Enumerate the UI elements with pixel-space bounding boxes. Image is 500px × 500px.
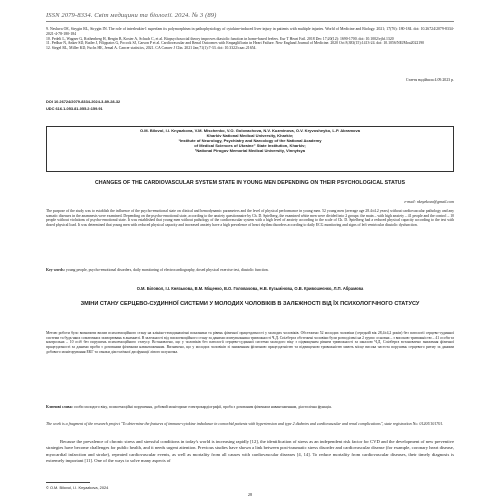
keywords-en: [46, 268, 454, 273]
page-number: 28: [247, 492, 253, 497]
reference-list: [46, 27, 454, 51]
grant-note: The work is a fragment of the research project "To determine the features of immune-cytokine imbalance in comorbid patients with hypertension and type 2 diabetes and cardiovascular and renal complications", state registration No. 0120U101701.: [46, 421, 444, 426]
affiliation-line: ²National Pirogov Memorial Medical University, Vinnytsya: [194, 148, 306, 154]
contact-email: e-mail: nknyzkova@gmail.com: [404, 199, 454, 204]
reference-item: 9. Nesluva OE, Sirygin RL, Sirygin IN. The role of interleukin-1 superfam its polymorphism in pathophysiology of cytokine-induced liver injury in patients with multiple injuries. World of Medicine and Biology. 2021; 17(76): 180-184. doi: 10.26724/2079-8334-2021-4-78-180-184: [46, 27, 454, 36]
udc: UDC 616.1-053.81-055.2:159.91: [46, 105, 103, 111]
header-rule: [46, 21, 454, 22]
received-date: Стаття надійшла 4.09.2023 р.: [405, 78, 454, 82]
affiliation-line: Kharkiv National Medical University, Kharkiv;: [206, 133, 294, 139]
reference-item: 10. Pedeli L, Wagner G, Rothenberg H, Bergin B, Koster A, Schach C, et al. Biopsychosocial theory improves diastolic function in home-based feelers. Eur T Heart Fail. 2018 Dec 17;20(12): 1690-1700. doi: 10.1002/ejhf.1320: [46, 36, 394, 41]
article-title-en: CHANGES OF THE CARDIOVASCULAR SYSTEM STATE IN YOUNG MEN DEPENDING ON THEIR PSYCHOLOGICAL STATUS: [94, 180, 406, 186]
copyright: © O.M. Bilovol, I.I. Knyazkova, 2024: [46, 485, 109, 490]
introduction-paragraph: Because the prevalence of chronic stress and stressful conditions in today's world is increasing rapidly [12], the identification of stress as an independent risk factor for CVD and the development of new preventive strategies have become challenges for public health, and it needs urgent attention. Previous studies have shown a link between post-traumatic stress disorder and cardiovascular disease (for example, coronary heart disease, myocardial infarction and stroke), repeated cardiovascular events, as well as mortality from all causes with cardiovascular diseases [4, 14]. To reduce mortality from cardiovascular diseases, their timely diagnosis is extremely important [11]. One of the ways to solve many aspects of: [46, 439, 454, 463]
keywords-ua-label: Ключові слова:: [46, 405, 73, 409]
keywords-label: Key words:: [46, 268, 65, 272]
affiliation-line: ¹Institute of Neurology, Psychiatry and Narcology of the National Academy: [178, 138, 322, 144]
abstract-en: The purpose of the study was to establish the influence of the psycho-emotional state on clinical and hemodynamic parameters and the level of physical performance in young men. 52 young men (average age 28.4±4.2 years) without cardiovascular pathology and any somatic diseases in the anamnesis were examined. Depending on the psycho-emotional state, according to the anxiety questionnaire by Ch. D. Spielberg, the examined white men were divided into 2 groups: the main – with high anxiety – 41 people and the control – 10 people without violations of psycho-emotional state. It was established that young men without pathology of the cardiovascular system with a high level of anxiety according to the scale of Ch. D. Spielberg had a reduced physical capacity according to the test with dosed physical load. It was determined that young men with reduced physical capacity and increased anxiety have a high prevalence of heart rhythm disorders according to daily ECG monitoring and signs of left ventricular diastolic dysfunction.: [46, 209, 454, 228]
reference-item: 12. Siegel RL, Miller KD, Fuchs HE, Jemal A. Cancer statistics, 2021. CA Cancer J Clin. 2021 Jan;71(1):7-33. doi: 10.3322/caac.21654.: [46, 46, 257, 50]
affiliation-line: of Medical Sciences of Ukraine" State Institution, Kharkiv;: [194, 143, 306, 149]
authors-affiliation-box: [46, 126, 454, 172]
authors-en: O.M. Bilovol, I.I. Knyazkova, V.M. Mischenko, V.O. Golovachova, N.V. Kuzminova, O.V. Kryvosheyko, L.P. Abramova: [139, 128, 361, 133]
abstract-ua: Метою роботи було визначити вплив психоемоційного стану на клініко-гемодинамічні показники та рівень фізичної працездатності у молодих чоловіків. Обстежено 52 молодих чоловіки (середній вік 28,4±4,2 років) без патології серцево-судинної системи та будь-яких соматичних захворювань в анамнезі. В залежності від психоемоційного стану за даними опитувальника тривожності Ч.Д. Спілберга обстежені чоловіки були розподілені на 2 групи: основна – з високою тривожністю – 41 особи та контрольна – 10 осіб без порушень психоемоційного статусу. Встановлено, що у чоловіків без патології серцево-судинної системи молодого віку з підвищеним рівнем тривожності за шкалою Ч.Д. Спілберга встановлено зниження фізичної працездатності за даними проби з дозованим фізичним навантаженням. Визначено, що у молодих чоловіків зі зниженням фізичною працездатністю та підвищеною тривожністю мають місце висока частота порушень серцевого ритму за даними добового моніторування ЕКГ та ознаки діастолічної дисфункції лівого шлуночка.: [46, 331, 454, 354]
article-title-ua: ЗМІНИ СТАНУ СЕРЦЕВО-СУДИННОЇ СИСТЕМИ У МОЛОДИХ ЧОЛОВІКІВ В ЗАЛЕЖНОСТІ ВІД ЇХ ПСИХОЛОГІЧНОГО СТАТУСУ: [80, 301, 420, 307]
doi: DOI 10.26724/2079-8334-2024-3-89-28-32: [46, 99, 121, 104]
footer-rule: [46, 482, 90, 483]
article-identifiers: [46, 99, 120, 112]
running-header: ISSN 2079-8334. Світ медицини та біології. 2024. № 3 (89): [46, 12, 217, 19]
keywords-text: young people, psycho-emotional disorders, daily monitoring of electrocardiography, dosed physical exercise test, diastolic function.: [64, 268, 269, 272]
keywords-ua-text: особи молодого віку, психоемоційні порушення, добовий моніторинг електрокардіографії, проба з дозованим фізичним навантаженням, діастолічна функція.: [72, 405, 332, 409]
authors-ua: О.М. Біловол, І.І. Князькова, В.М. Міщенко, В.О. Головачова, Н.В. Кузьміновa, О.В. Кривошеєнко, Л.П. Абрамова: [136, 286, 364, 291]
reference-item: 11. Pedhar N, Anker SD, Butler J, Filippatos G, Pocock SJ, Carson P et al. Cardiovascular and Renal Outcomes with Empagliflozin in Heart Failure. New England Journal of Medicine. 2020 Oct 8;383(15):1413-24. doi: 10.1056/NEJMoa2022190: [46, 41, 425, 46]
keywords-ua: [46, 405, 454, 410]
